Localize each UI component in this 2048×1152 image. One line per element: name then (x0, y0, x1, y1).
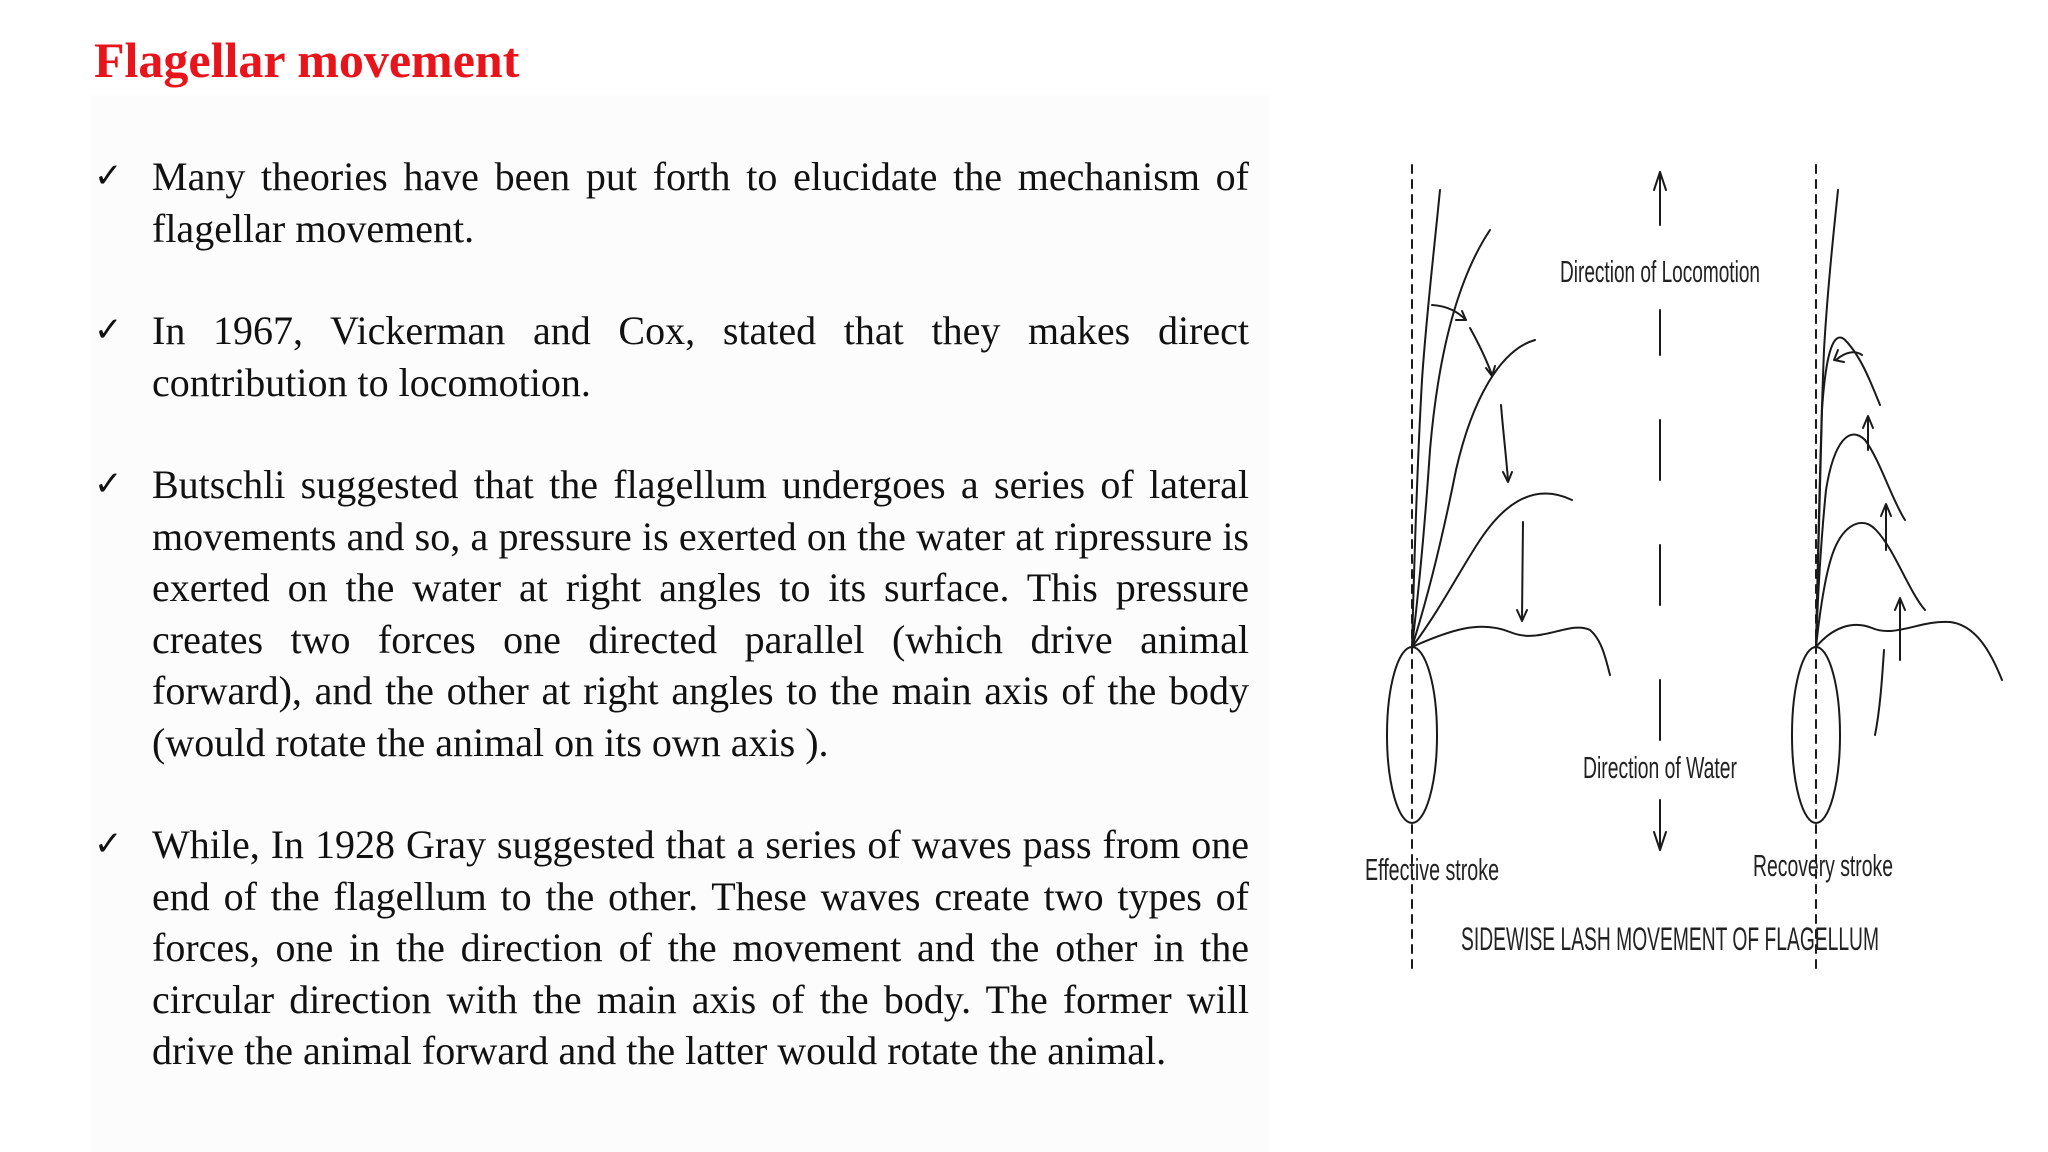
right-stroke-arrow-5 (1875, 650, 1884, 735)
checkmark-icon: ✓ (94, 156, 123, 196)
bullet-item (94, 151, 1249, 254)
checkmark-icon: ✓ (94, 310, 123, 350)
direction-of-water-label: Direction of Water (1583, 750, 1737, 785)
left-stroke-arrow-1 (1432, 305, 1466, 320)
checkmark-icon: ✓ (94, 824, 123, 864)
effective-stroke-label: Effective stroke (1365, 852, 1499, 887)
left-stroke-arrow-4 (1522, 522, 1523, 620)
direction-of-locomotion-label: Direction of Locomotion (1560, 254, 1760, 289)
left-stroke-arrow-2 (1470, 328, 1492, 375)
right-flagellum-position-5 (1816, 622, 2002, 680)
right-flagellum-position-3 (1816, 434, 1905, 647)
figure-caption: SIDEWISE LASH MOVEMENT OF FLAGELLUM (1461, 921, 1879, 957)
bullet-item (94, 459, 1249, 768)
left-stroke-arrow-3 (1501, 405, 1508, 480)
bullet-item (94, 819, 1249, 1077)
checkmark-icon: ✓ (94, 464, 123, 504)
slide-title: Flagellar movement (94, 32, 520, 88)
left-flagellum-position-1 (1412, 190, 1440, 647)
bullet-list (94, 151, 1249, 1128)
bullet-text: While, In 1928 Gray suggested that a series of waves pass from one end of the flagellum to the other. These waves create two types of forces, one in the direction of the movement and the other in the circular direction with the main axis of the body. The former will drive the animal forward and the latter would rotate the animal. (152, 822, 1249, 1073)
bullet-text: In 1967, Vickerman and Cox, stated that they makes direct contribution to locomotion. (152, 308, 1249, 405)
bullet-text: Butschli suggested that the flagellum undergoes a series of lateral movements and so, a pressure is exerted on the water at ripressure is exerted on the water at right angles to its surface. This pressure creates two forces one directed parallel (which drive animal forward), and the other at right angles to the main axis of the body (would rotate the animal on its own axis ). (152, 462, 1249, 765)
left-flagellum-position-3 (1412, 340, 1535, 647)
flagellum-diagram-svg (1340, 150, 2020, 980)
left-flagellum-position-2 (1412, 230, 1490, 647)
bullet-item (94, 305, 1249, 408)
recovery-stroke-label: Recovery stroke (1753, 848, 1893, 883)
left-flagellum-position-5 (1412, 627, 1610, 675)
flagellum-diagram (1340, 150, 2020, 980)
left-flagellum-position-4 (1412, 494, 1572, 647)
bullet-text: Many theories have been put forth to elucidate the mechanism of flagellar movement. (152, 154, 1249, 251)
